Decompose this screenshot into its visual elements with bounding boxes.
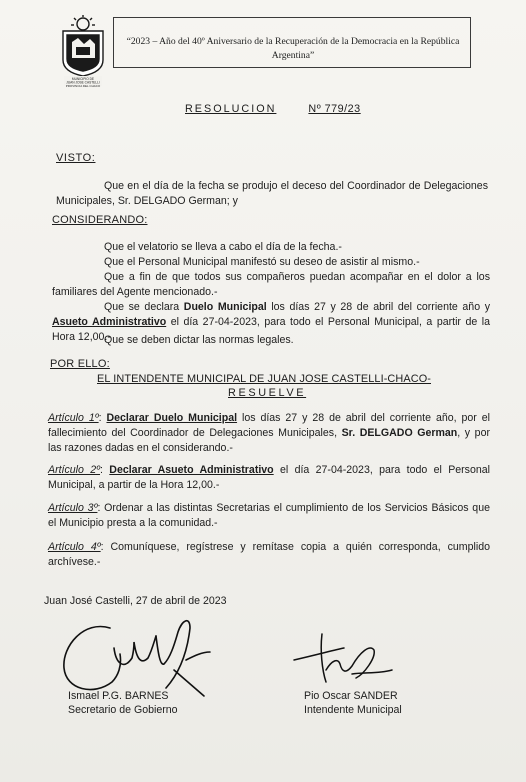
signature-right bbox=[290, 630, 400, 692]
intendente-line: EL INTENDENTE MUNICIPAL DE JUAN JOSE CASTELLI-CHACO- bbox=[97, 373, 431, 385]
article-3: Artículo 3º: Ordenar a las distintas Secretarias el cumplimiento de los Servicios Básicos que el Municipio presta a la comunidad.- bbox=[48, 502, 490, 529]
considerando-p5: Que se deben dictar las normas legales. bbox=[104, 334, 294, 346]
article-2: Artículo 2º: Declarar Asueto Administrativo el día 27-04-2023, para todo el Personal Municipal, a partir de la Hora 12,00.- bbox=[48, 464, 491, 491]
article-1: Artículo 1º: Declarar Duelo Municipal los días 27 y 28 de abril del corriente año, por el fallecimiento del Coordinador de Delegaciones Municipales, Sr. DELGADO German, y por las razones dadas en el considerando.- bbox=[48, 412, 490, 454]
visto-heading: VISTO: bbox=[56, 152, 96, 164]
signer-left-role: Secretario de Gobierno bbox=[68, 704, 178, 716]
signer-left-name: Ismael P.G. BARNES bbox=[68, 690, 169, 702]
article-4: Artículo 4º: Comuníquese, regístrese y remítase copia a quién corresponda, cumplido archívese.- bbox=[48, 541, 490, 568]
por-ello-heading: POR ELLO: bbox=[50, 358, 110, 370]
resolution-word: RESOLUCION bbox=[185, 103, 277, 115]
visto-text: Que en el día de la fecha se produjo el deceso del Coordinador de Delegaciones Municipales, Sr. DELGADO German; y bbox=[56, 180, 488, 207]
signer-right-role: Intendente Municipal bbox=[304, 704, 402, 716]
place-date: Juan José Castelli, 27 de abril de 2023 bbox=[44, 595, 227, 607]
svg-text:MUNICIPIO DE: MUNICIPIO DE bbox=[71, 77, 95, 81]
considerando-heading: CONSIDERANDO: bbox=[52, 214, 148, 226]
resolution-number: Nº 779/23 bbox=[308, 103, 361, 115]
signer-right-name: Pio Oscar SANDER bbox=[304, 690, 398, 702]
svg-text:PROVINCIA DEL CHACO: PROVINCIA DEL CHACO bbox=[65, 84, 101, 88]
svg-text:JUAN JOSE CASTELLI: JUAN JOSE CASTELLI bbox=[66, 80, 100, 85]
municipal-seal-logo bbox=[58, 14, 108, 88]
duelo-municipal-bold: Duelo Municipal bbox=[183, 301, 267, 313]
considerando-p2: Que el Personal Municipal manifestó su deseo de asistir al mismo.- bbox=[104, 256, 420, 268]
asueto-administrativo-bold: Asueto Administrativo bbox=[52, 316, 167, 328]
considerando-p3: Que a fin de que todos sus compañeros puedan acompañar en el dolor a los familiares del Agente mencionado.- bbox=[52, 271, 490, 298]
signature-left bbox=[54, 606, 234, 702]
header-banner-text: “2023 – Año del 40º Aniversario de la Recuperación de la Democracia en la República Argentina” bbox=[126, 36, 460, 61]
resolution-title bbox=[185, 103, 361, 115]
considerando-p1: Que el velatorio se lleva a cabo el día de la fecha.- bbox=[104, 241, 342, 253]
resuelve-heading: RESUELVE bbox=[228, 387, 307, 399]
considerando-p4: Que se declara Duelo Municipal los días 27 y 28 de abril del corriente año y Asueto Administrativo el día 27-04-2023, para todo el Personal Municipal, a partir de la Hora 12,00.- bbox=[52, 301, 490, 343]
